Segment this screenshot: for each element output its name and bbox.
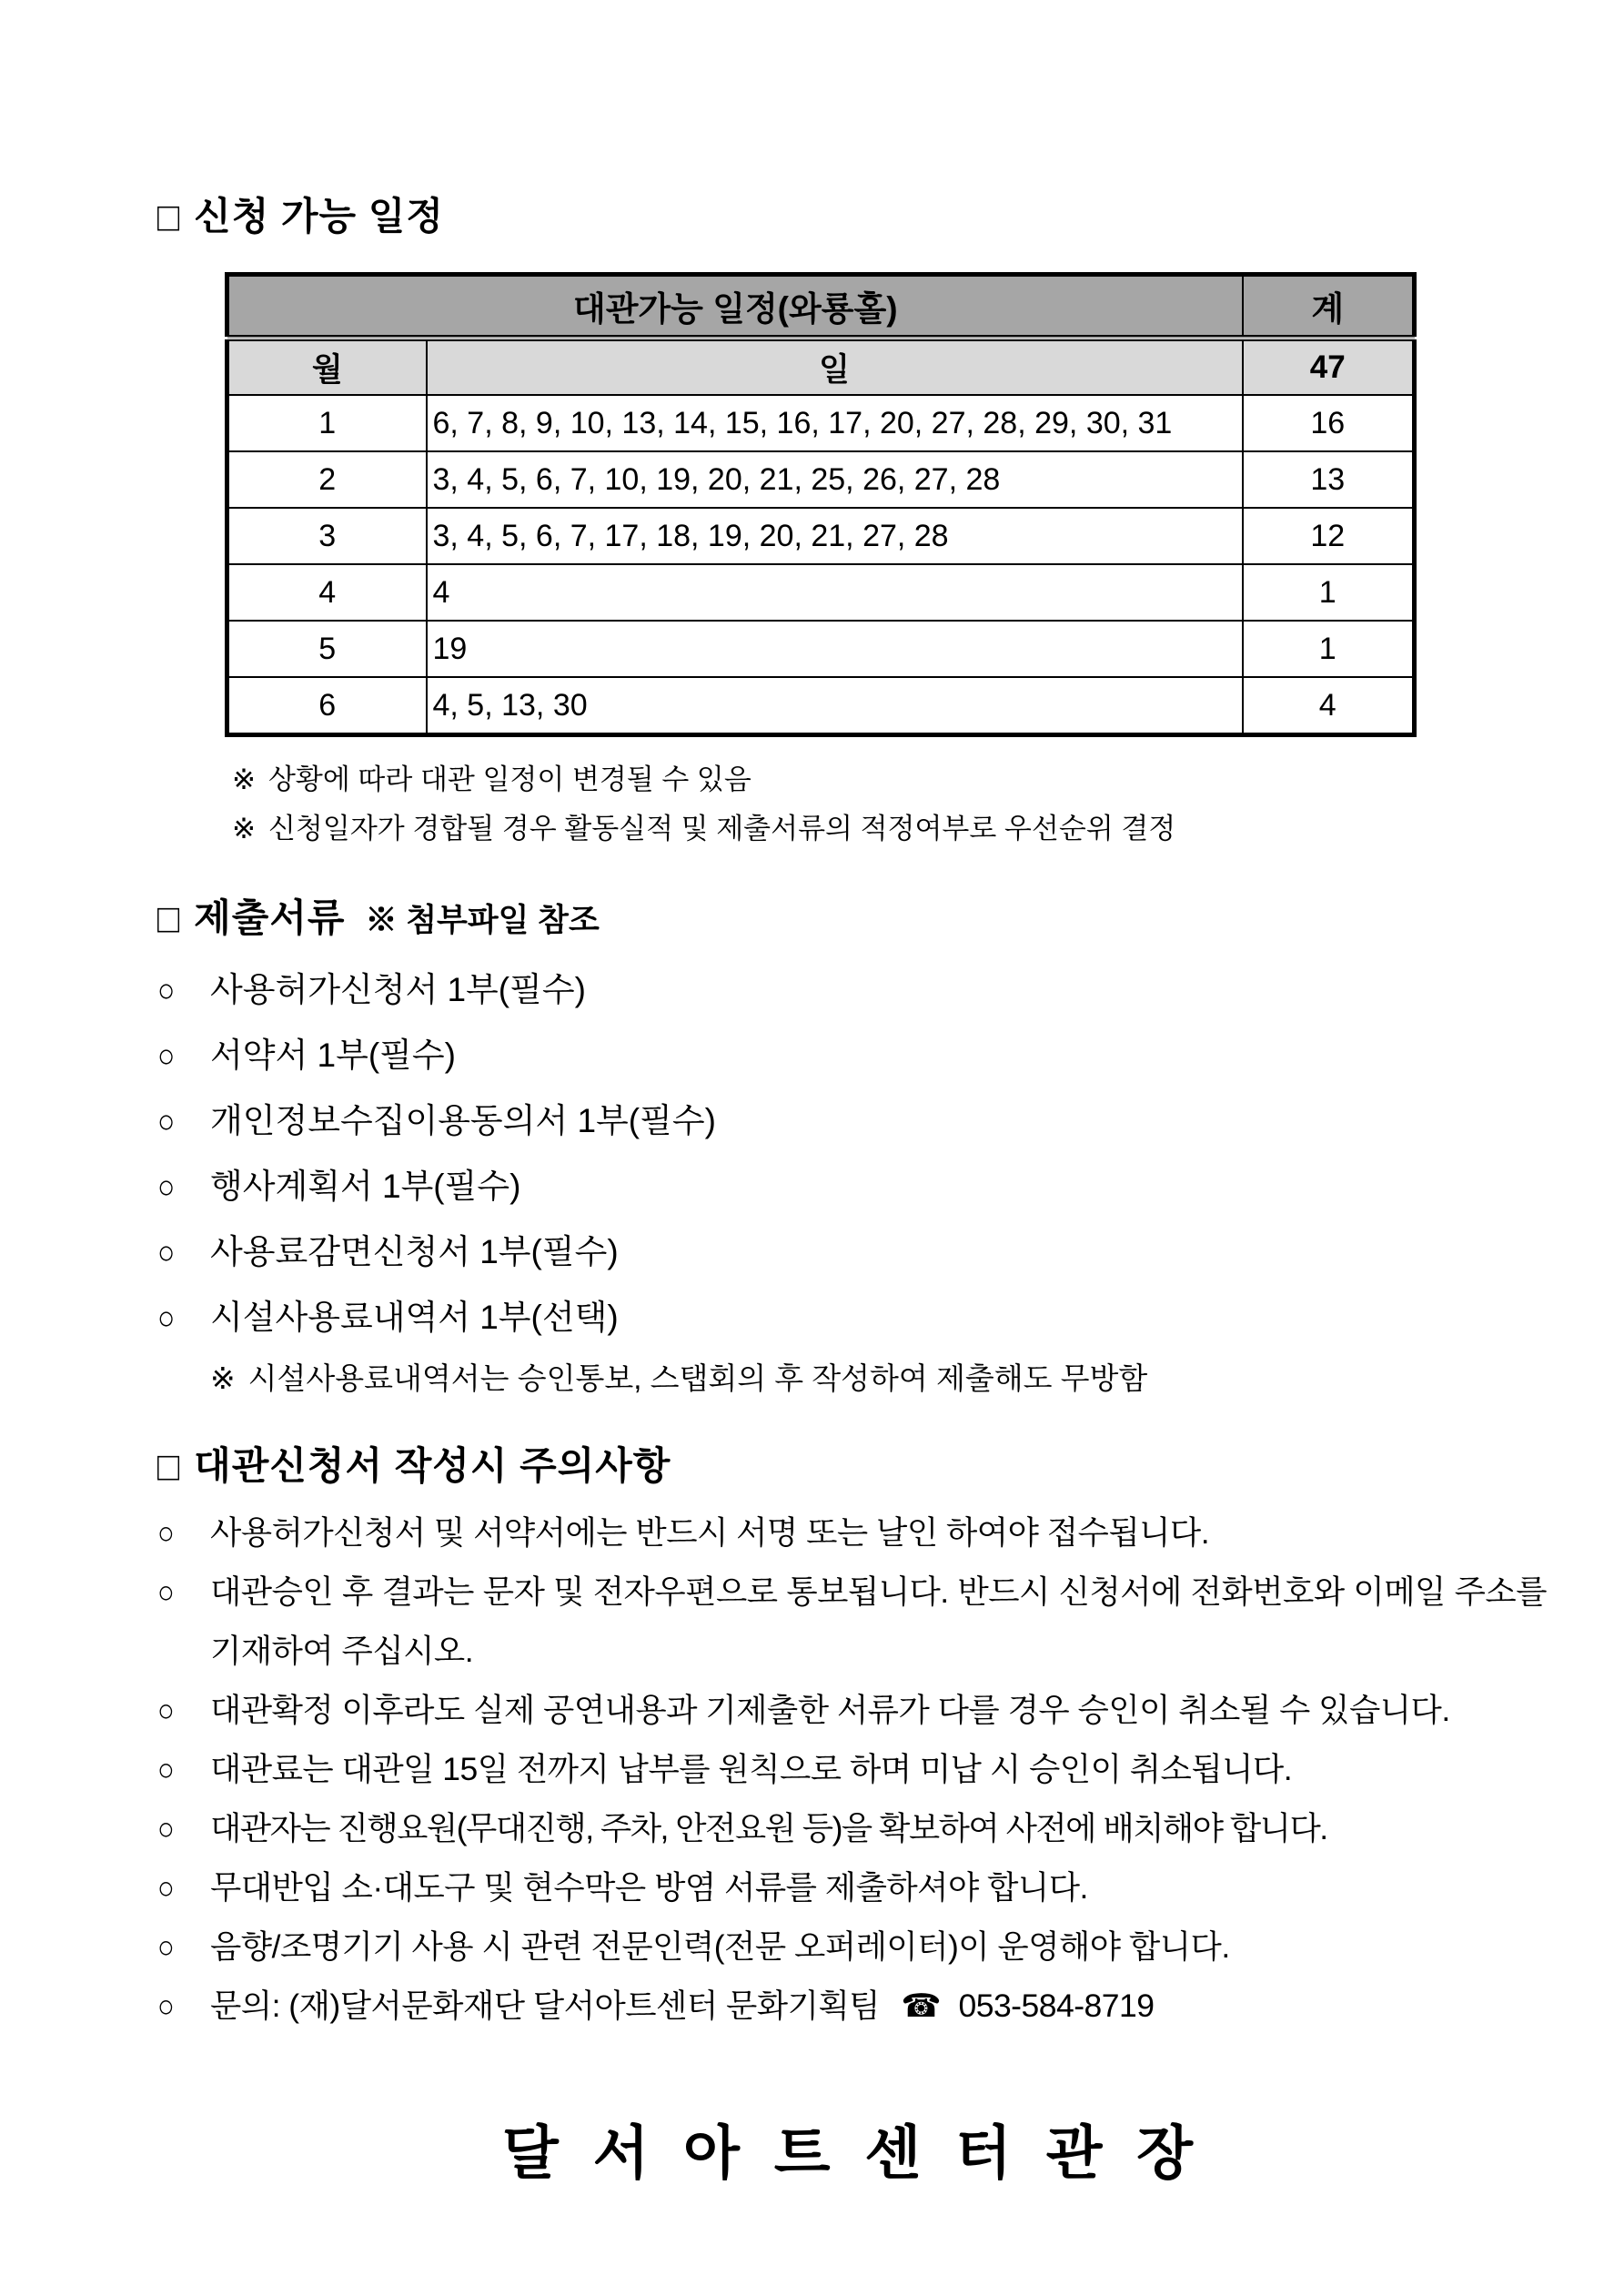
caution-item-text: 음향/조명기기 사용 시 관련 전문인력(전문 오퍼레이터)이 운영해야 합니다. (210, 1927, 1230, 1965)
total-label-cell: 계 (1243, 275, 1415, 339)
days-cell: 3, 4, 5, 6, 7, 10, 19, 20, 21, 25, 26, 27, 28 (427, 451, 1243, 508)
document-item-text: 서약서 1부(필수) (210, 1036, 456, 1074)
list-item (157, 1088, 1547, 1154)
cautions-section-title: 대관신청서 작성시 주의사항 (194, 1443, 671, 1487)
document-item-text: 사용허가신청서 1부(필수) (210, 970, 586, 1008)
days-cell: 4 (427, 564, 1243, 621)
month-cell: 6 (227, 677, 427, 735)
document-item-text: 개인정보수집이용동의서 1부(필수) (210, 1101, 716, 1139)
list-item (157, 1023, 1547, 1088)
list-item (157, 1154, 1547, 1219)
table-row (227, 451, 1415, 508)
days-cell: 4, 5, 13, 30 (427, 677, 1243, 735)
month-cell: 4 (227, 564, 427, 621)
table-note-text: 신청일자가 경합될 경우 활동실적 및 제출서류의 적정여부로 우선순위 결정 (267, 812, 1176, 845)
circle-bullet-icon: ○ (157, 1809, 175, 1847)
day-header-cell: 일 (427, 339, 1243, 395)
circle-bullet-icon: ○ (157, 970, 176, 1009)
count-cell: 4 (1243, 677, 1415, 735)
circle-bullet-icon: ○ (157, 1232, 176, 1271)
circle-bullet-icon: ○ (157, 1167, 176, 1206)
table-title-row (227, 275, 1415, 339)
caution-item-text: 대관확정 이후라도 실제 공연내용과 기제출한 서류가 다를 경우 승인이 취소될 수 있습니다. (210, 1691, 1450, 1728)
table-row (227, 564, 1415, 621)
month-cell: 5 (227, 621, 427, 677)
circle-bullet-icon: ○ (157, 1868, 175, 1907)
circle-bullet-icon: ○ (157, 1750, 175, 1788)
table-note (232, 755, 1547, 804)
document-item-text: 사용료감면신청서 1부(필수) (210, 1232, 619, 1270)
list-item (157, 1285, 1547, 1350)
count-cell: 1 (1243, 564, 1415, 621)
table-row (227, 508, 1415, 564)
cautions-list (157, 1503, 1547, 2036)
list-item (157, 1503, 1547, 1563)
documents-section-title: 제출서류 (194, 895, 346, 939)
circle-bullet-icon: ○ (157, 1987, 175, 2025)
square-bullet-icon: □ (157, 1443, 180, 1490)
list-item (157, 1858, 1547, 1917)
count-cell: 16 (1243, 395, 1415, 451)
table-row (227, 677, 1415, 735)
contact-phone-number: 053-584-8719 (958, 1987, 1155, 2024)
schedule-table (225, 272, 1417, 737)
phone-icon: ☎ (901, 1987, 942, 2024)
days-cell: 6, 7, 8, 9, 10, 13, 14, 15, 16, 17, 20, 27, 28, 29, 30, 31 (427, 395, 1243, 451)
days-cell: 3, 4, 5, 6, 7, 17, 18, 19, 20, 21, 27, 28 (427, 508, 1243, 564)
documents-section-heading (157, 888, 1547, 943)
list-item (157, 1563, 1547, 1681)
contact-text: 문의: (재)달서문화재단 달서아트센터 문화기획팀 (210, 1987, 880, 2024)
reference-mark-icon: ※ (210, 1360, 236, 1395)
list-item (157, 1681, 1547, 1740)
documents-list (157, 957, 1547, 1407)
cautions-section-heading (157, 1436, 1547, 1491)
table-title-cell: 대관가능 일정(와룡홀) (227, 275, 1243, 339)
contact-item (157, 1977, 1547, 2036)
circle-bullet-icon: ○ (157, 1573, 175, 1611)
square-bullet-icon: □ (157, 895, 180, 942)
circle-bullet-icon: ○ (157, 1298, 176, 1337)
table-row (227, 621, 1415, 677)
documents-section-note: ※ 첨부파일 참조 (365, 902, 600, 938)
list-item (157, 1799, 1547, 1858)
circle-bullet-icon: ○ (157, 1101, 176, 1140)
document-item-text: 시설사용료내역서 1부(선택) (210, 1298, 619, 1336)
caution-item-text: 무대반입 소·대도구 및 현수막은 방염 서류를 제출하셔야 합니다. (210, 1868, 1088, 1906)
reference-mark-icon: ※ (232, 812, 256, 845)
schedule-section-title: 신청 가능 일정 (194, 195, 444, 238)
circle-bullet-icon: ○ (157, 1691, 175, 1729)
signature: 달 서 아 트 센 터 관 장 (501, 2119, 1203, 2186)
table-note-text: 상황에 따라 대관 일정이 변경될 수 있음 (267, 763, 751, 795)
days-cell: 19 (427, 621, 1243, 677)
reference-mark-icon: ※ (232, 763, 256, 795)
list-item (157, 1219, 1547, 1285)
table-row (227, 395, 1415, 451)
month-cell: 1 (227, 395, 427, 451)
circle-bullet-icon: ○ (157, 1513, 175, 1552)
list-item (157, 957, 1547, 1023)
caution-item-text: 대관료는 대관일 15일 전까지 납부를 원칙으로 하며 미납 시 승인이 취소됩니다. (210, 1750, 1293, 1787)
circle-bullet-icon: ○ (157, 1036, 176, 1075)
documents-note (210, 1350, 1547, 1407)
list-item (157, 1740, 1547, 1799)
square-bullet-icon: □ (157, 195, 180, 240)
count-cell: 13 (1243, 451, 1415, 508)
document-item-text: 행사계획서 1부(필수) (210, 1167, 521, 1205)
month-cell: 3 (227, 508, 427, 564)
table-notes (232, 755, 1547, 854)
count-cell: 1 (1243, 621, 1415, 677)
list-item (157, 1917, 1547, 1977)
schedule-section-heading (157, 187, 1547, 241)
table-note (232, 804, 1547, 854)
month-header-cell: 월 (227, 339, 427, 395)
caution-item-text: 사용허가신청서 및 서약서에는 반드시 서명 또는 날인 하여야 접수됩니다. (210, 1513, 1210, 1551)
table-header-row (227, 339, 1415, 395)
documents-note-text: 시설사용료내역서는 승인통보, 스탭회의 후 작성하여 제출해도 무방함 (247, 1360, 1148, 1395)
month-cell: 2 (227, 451, 427, 508)
caution-item-text: 대관자는 진행요원(무대진행, 주차, 안전요원 등)을 확보하여 사전에 배치해야 합니다. (210, 1809, 1327, 1846)
count-cell: 12 (1243, 508, 1415, 564)
caution-item-text: 대관승인 후 결과는 문자 및 전자우편으로 통보됩니다. 반드시 신청서에 전화번호와 이메일 주소를 기재하여 주십시오. (210, 1573, 1547, 1669)
circle-bullet-icon: ○ (157, 1927, 175, 1966)
total-value-cell: 47 (1243, 339, 1415, 395)
